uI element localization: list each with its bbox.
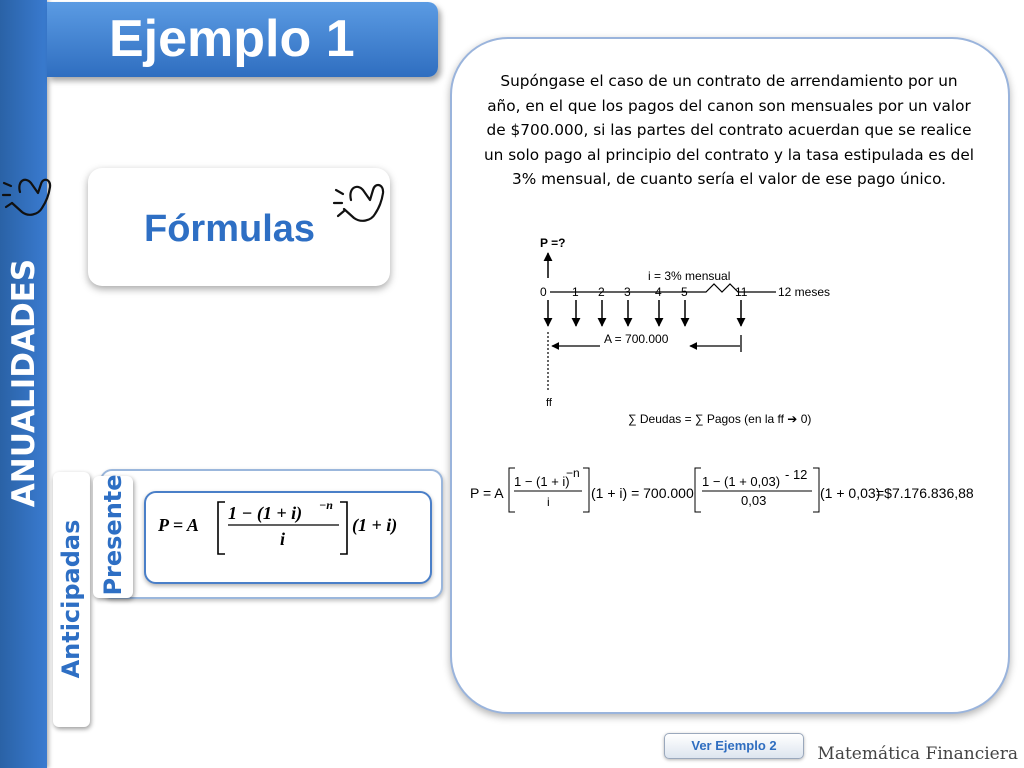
formula-denominator: i [280, 529, 286, 549]
formula-numerator: 1 − (1 + i) [228, 503, 303, 523]
solution-f1-exp: −n [566, 466, 580, 480]
solution-f1-factor: (1 + i) = 700.000 [591, 485, 694, 501]
tick-label: 4 [655, 285, 662, 299]
formulas-label: Fórmulas [144, 208, 316, 250]
tick-label: 11 [735, 285, 748, 299]
problem-text: Supóngase el caso de un contrato de arrendamiento por un año, en el que los pagos del canon son mensuales por un valor de $700.000, si las partes del contrato acuerdan que se realice un solo pago al principio del contrato y la tasa estipulada es del 3% mensual, de cuanto sería el valor de ese pago único. [483, 72, 975, 188]
timeline-p-label: P =? [540, 236, 566, 250]
solution-lhs: P = A [470, 485, 504, 501]
ver-ejemplo-2-button[interactable]: Ver Ejemplo 2 [664, 733, 804, 759]
tick-label: 0 [540, 285, 547, 299]
tab-presente-label: Presente [99, 474, 127, 596]
sidebar-label: ANUALIDADES [6, 258, 42, 508]
annuity-label: A = 700.000 [604, 332, 669, 346]
tick-label: 1 [572, 285, 579, 299]
tick-label: 2 [598, 285, 605, 299]
solution-f2-exp: - 12 [785, 467, 808, 482]
slide-title: Ejemplo 1 [47, 2, 438, 77]
solution-f2-factor: (1 + 0,03) [820, 485, 881, 501]
tab-anticipadas-label: Anticipadas [57, 519, 85, 679]
solution-f1-den: i [547, 495, 550, 509]
timeline-end-label: 12 meses [778, 285, 831, 299]
bracket [813, 468, 819, 512]
bracket [583, 468, 589, 512]
solution-result: =$7.176.836,88 [876, 485, 974, 501]
solution-f2-den: 0,03 [741, 493, 767, 508]
equilibrium-equation: ∑ Deudas = ∑ Pagos (en la ff ➔ 0) [628, 412, 812, 426]
solution-equation [470, 466, 974, 512]
bracket [695, 468, 701, 512]
formula-exponent: −n [319, 498, 333, 512]
solution-f2-num: 1 − (1 + 0,03) [702, 474, 781, 489]
tick-label: 5 [681, 285, 688, 299]
solution-f1-num: 1 − (1 + i) [514, 474, 570, 489]
formula-factor: (1 + i) [352, 515, 398, 535]
footer-text: Matemática Financiera [817, 744, 1018, 764]
formula-lhs: P = A [158, 515, 199, 535]
payment-arrows [548, 300, 741, 326]
tick-label: 3 [624, 285, 631, 299]
timeline-rate-label: i = 3% mensual [648, 269, 731, 283]
ff-label: ff [546, 397, 552, 409]
